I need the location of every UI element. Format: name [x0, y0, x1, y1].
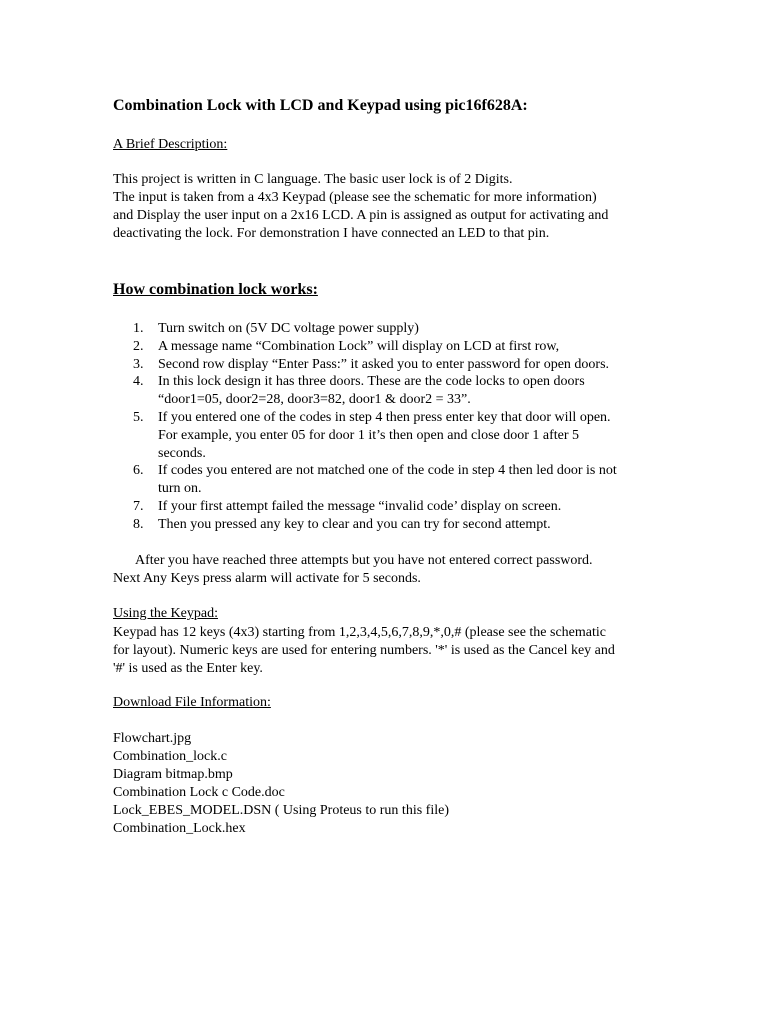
brief-line: The input is taken from a 4x3 Keypad (please see the schematic for more information) [113, 190, 597, 205]
brief-paragraph [113, 171, 658, 243]
step-number: 1. [133, 321, 144, 336]
step-text: If you entered one of the codes in step 4 then press enter key that door will open. [158, 409, 611, 425]
step-number: 3. [133, 356, 144, 372]
attempts-paragraph [113, 552, 658, 588]
step-text: seconds. [158, 445, 206, 461]
step-number: 4. [133, 374, 144, 390]
step-number: 2. [133, 338, 144, 354]
file-list [113, 730, 658, 838]
list-item [113, 373, 658, 409]
keypad-line: Keypad has 12 keys (4x3) starting from 1,2,3,4,5,6,7,8,9,*,0,# (please see the schematic [113, 625, 606, 640]
brief-line: and Display the user input on a 2x16 LCD. A pin is assigned as output for activating and [113, 208, 609, 223]
step-number: 7. [133, 498, 144, 514]
step-text: For example, you enter 05 for door 1 it’s then open and close door 1 after 5 [158, 427, 580, 443]
list-item [113, 409, 658, 462]
keypad-heading: Using the Keypad: [113, 606, 218, 621]
file-name: Combination Lock c Code.doc [113, 785, 285, 800]
brief-line: This project is written in C language. The basic user lock is of 2 Digits. [113, 172, 513, 187]
download-heading: Download File Information: [113, 695, 271, 710]
step-text: Turn switch on (5V DC voltage power supply) [158, 321, 419, 336]
list-item [113, 462, 658, 498]
step-text: In this lock design it has three doors. These are the code locks to open doors [158, 374, 585, 390]
step-text: “door1=05, door2=28, door3=82, door1 & door2 = 33”. [158, 392, 471, 408]
list-item [113, 356, 658, 374]
keypad-paragraph [113, 624, 658, 678]
list-item [113, 320, 658, 338]
file-name: Combination_lock.c [113, 749, 227, 764]
file-name: Combination_Lock.hex [113, 821, 246, 836]
brief-heading: A Brief Description: [113, 137, 228, 152]
step-text: Second row display “Enter Pass:” it asked you to enter password for open doors. [158, 356, 610, 372]
step-text: turn on. [158, 481, 202, 497]
list-item [113, 498, 658, 516]
step-text: Then you pressed any key to clear and you can try for second attempt. [158, 516, 551, 532]
brief-line: deactivating the lock. For demonstration I have connected an LED to that pin. [113, 226, 550, 241]
step-number: 8. [133, 516, 144, 532]
step-text: If your first attempt failed the message “invalid code’ display on screen. [158, 498, 562, 514]
attempts-line: After you have reached three attempts but you have not entered correct password. [135, 553, 593, 568]
list-item [113, 338, 658, 356]
page-title: Combination Lock with LCD and Keypad using pic16f628A: [113, 97, 528, 114]
file-name: Lock_EBES_MODEL.DSN ( Using Proteus to run this file) [113, 803, 449, 818]
list-item [113, 516, 658, 534]
attempts-line: Next Any Keys press alarm will activate for 5 seconds. [113, 571, 421, 586]
file-name: Diagram bitmap.bmp [113, 767, 233, 782]
step-text: A message name “Combination Lock” will display on LCD at first row, [158, 338, 560, 354]
step-number: 5. [133, 409, 144, 425]
keypad-line: for layout). Numeric keys are used for entering numbers. '*' is used as the Cancel key and [113, 643, 615, 658]
steps-list [113, 320, 658, 534]
step-text: If codes you entered are not matched one of the code in step 4 then led door is not [158, 463, 617, 479]
step-number: 6. [133, 463, 144, 479]
file-name: Flowchart.jpg [113, 731, 192, 746]
how-heading: How combination lock works: [113, 281, 318, 298]
keypad-line: '#' is used as the Enter key. [113, 661, 263, 676]
